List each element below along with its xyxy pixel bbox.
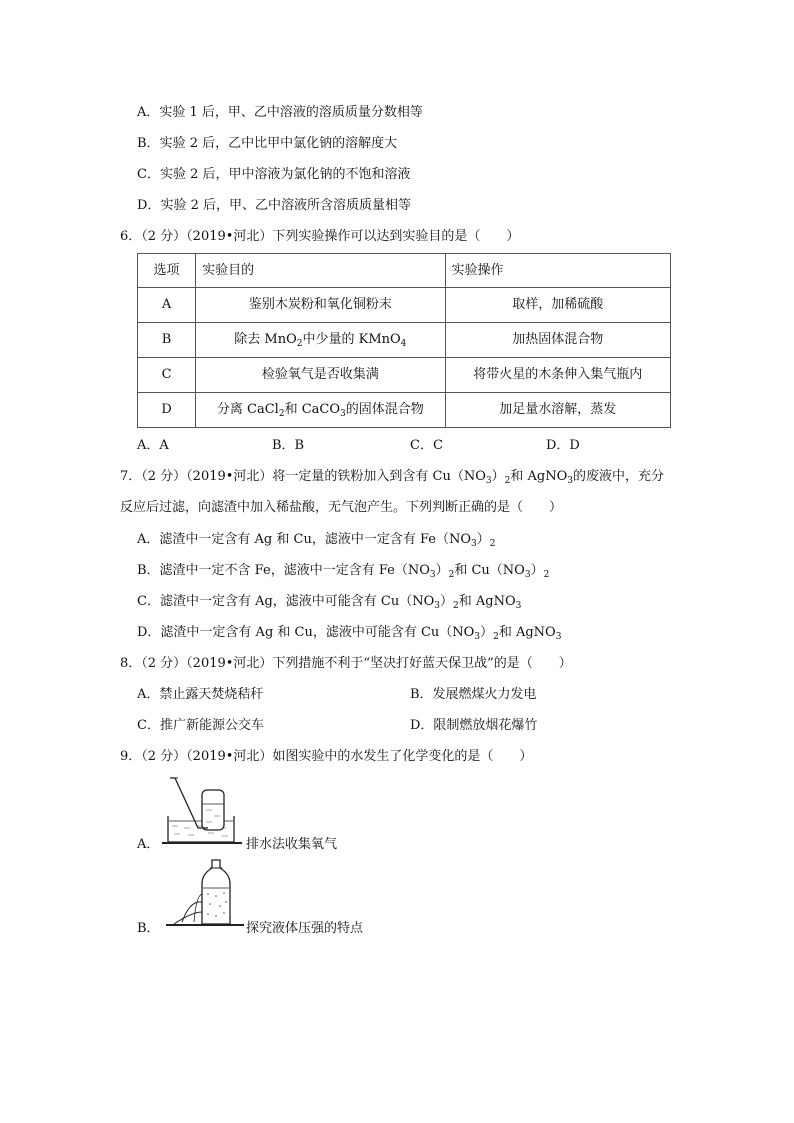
- q5-option-d: [137, 197, 411, 215]
- option-key: A．: [137, 105, 160, 120]
- goal-text: 检验氧气是否收集满: [261, 367, 379, 382]
- subscript: 2: [448, 570, 455, 580]
- row-option: A: [138, 288, 196, 323]
- table-header-row: [138, 254, 671, 288]
- row-goal: [196, 393, 445, 428]
- text: 和 Cu（NO: [454, 563, 525, 578]
- text: 7．（2 分）（2019•河北）将一定量的铁粉加入到含有 Cu（NO: [120, 469, 486, 484]
- q5-option-c: [137, 166, 411, 184]
- row-operation: 加热固体混合物: [445, 323, 670, 358]
- subscript: 2: [489, 539, 496, 549]
- option-key: C．: [137, 167, 160, 182]
- q7-option-b: [137, 562, 549, 580]
- q7-option-c: [137, 593, 521, 611]
- subscript: 3: [485, 476, 492, 486]
- subscript: 2: [278, 409, 285, 419]
- q9-option-b-key: B．: [137, 921, 160, 936]
- q6-choice-a: A．A: [137, 438, 169, 453]
- q5-option-b: [137, 135, 397, 153]
- q6-stem: 6．（2 分）（2019•河北）下列实验操作可以达到实验目的是（ ）: [120, 229, 520, 244]
- option-text: 实验 1 后，甲、乙中溶液的溶质质量分数相等: [159, 105, 423, 120]
- water-displacement-oxygen-figure: [162, 776, 242, 846]
- q6-choice-d: D．D: [546, 438, 580, 453]
- text: ）: [480, 625, 494, 640]
- subscript: 3: [429, 570, 436, 580]
- text: 的废液中，充分: [573, 469, 665, 484]
- subscript: 3: [567, 476, 574, 486]
- text: ）: [476, 532, 490, 547]
- text: 和 AgNO: [510, 469, 568, 484]
- q8-option-c: C．推广新能源公交车: [137, 718, 264, 733]
- text: B．滤渣中一定不含 Fe，滤液中一定含有 Fe（NO: [137, 563, 430, 578]
- text: D．滤渣中一定含有 Ag 和 Cu，滤液中可能含有 Cu（NO: [137, 625, 475, 640]
- text: A．滤渣中一定含有 Ag 和 Cu，滤液中一定含有 Fe（NO: [137, 532, 471, 547]
- row-goal: [196, 323, 445, 358]
- subscript: 2: [504, 476, 511, 486]
- text: 和 AgNO: [498, 625, 556, 640]
- text: 和 AgNO: [458, 594, 516, 609]
- row-goal: [196, 358, 445, 393]
- q8-option-b: B．发展燃煤火力发电: [410, 687, 537, 702]
- q8-option-a: A．禁止露天焚烧秸秆: [137, 687, 264, 702]
- goal-text: 除去 MnO: [234, 332, 297, 347]
- subscript: 2: [296, 339, 303, 349]
- table-row: [138, 358, 671, 393]
- q5-option-a: [137, 104, 423, 122]
- q6-choice-b: B．B: [272, 438, 305, 453]
- q7-option-a: [137, 531, 495, 549]
- subscript: 3: [340, 409, 346, 419]
- row-option: B: [138, 323, 196, 358]
- goal-text: 分离 CaCl: [216, 402, 279, 417]
- row-operation: 加足量水溶解，蒸发: [445, 393, 670, 428]
- goal-text: 的固体混合物: [345, 402, 424, 417]
- liquid-pressure-bottle-figure: [166, 858, 246, 930]
- option-key: D．: [137, 198, 161, 213]
- table-row: [138, 393, 671, 428]
- text: C．滤渣中一定含有 Ag，滤液中可能含有 Cu（NO: [137, 594, 435, 609]
- goal-text: 和 CaCO: [284, 402, 340, 417]
- goal-text: 鉴别木炭粉和氧化铜粉末: [248, 297, 392, 312]
- option-text: 实验 2 后，甲中溶液为氯化钠的不饱和溶液: [159, 167, 411, 182]
- q6-choice-c: C．C: [410, 438, 443, 453]
- q9-stem: 9．（2 分）（2019•河北）如图实验中的水发生了化学变化的是（ ）: [120, 749, 533, 764]
- row-operation: 取样，加稀硫酸: [445, 288, 670, 323]
- table-row: [138, 288, 671, 323]
- option-text: 实验 2 后，乙中比甲中氯化钠的溶解度大: [159, 136, 398, 151]
- subscript: 3: [555, 632, 562, 642]
- q8-stem: 8．（2 分）（2019•河北）下列措施不利于“坚决打好蓝天保卫战”的是（ ）: [120, 656, 572, 671]
- row-option: C: [138, 358, 196, 393]
- subscript: 3: [470, 539, 477, 549]
- row-goal: [196, 288, 445, 323]
- q6-experiment-table: [137, 253, 671, 428]
- q9-option-b-caption: 探究液体压强的特点: [246, 921, 364, 936]
- q8-option-d: D．限制燃放烟花爆竹: [410, 718, 538, 733]
- goal-text: 中少量的 KMnO: [302, 332, 401, 347]
- subscript: 2: [493, 632, 499, 642]
- option-text: 实验 2 后，甲、乙中溶液所含溶质质量相等: [160, 198, 411, 213]
- subscript: 3: [524, 570, 531, 580]
- subscript: 2: [453, 601, 459, 611]
- subscript: 3: [515, 601, 522, 611]
- header-option: 选项: [138, 254, 196, 288]
- row-option: D: [138, 393, 196, 428]
- subscript: 2: [543, 570, 550, 580]
- row-operation: 将带火星的木条伸入集气瓶内: [445, 358, 670, 393]
- q7-option-d: [137, 624, 561, 642]
- text: ）: [435, 563, 449, 578]
- q7-stem-line1: [120, 468, 664, 486]
- q9-option-a-caption: 排水法收集氧气: [246, 837, 338, 852]
- table-row: [138, 323, 671, 358]
- text: ）: [530, 563, 544, 578]
- subscript: 3: [474, 632, 481, 642]
- header-goal: 实验目的: [196, 254, 445, 288]
- subscript: 3: [434, 601, 441, 611]
- subscript: 4: [400, 339, 407, 349]
- q9-option-a-key: A．: [137, 837, 160, 852]
- text: ）: [440, 594, 454, 609]
- text: ）: [491, 469, 505, 484]
- header-operation: 实验操作: [445, 254, 670, 288]
- q7-stem-line2: 反应后过滤，向滤渣中加入稀盐酸，无气泡产生。下列判断正确的是（ ）: [120, 500, 563, 515]
- option-key: B．: [137, 136, 160, 151]
